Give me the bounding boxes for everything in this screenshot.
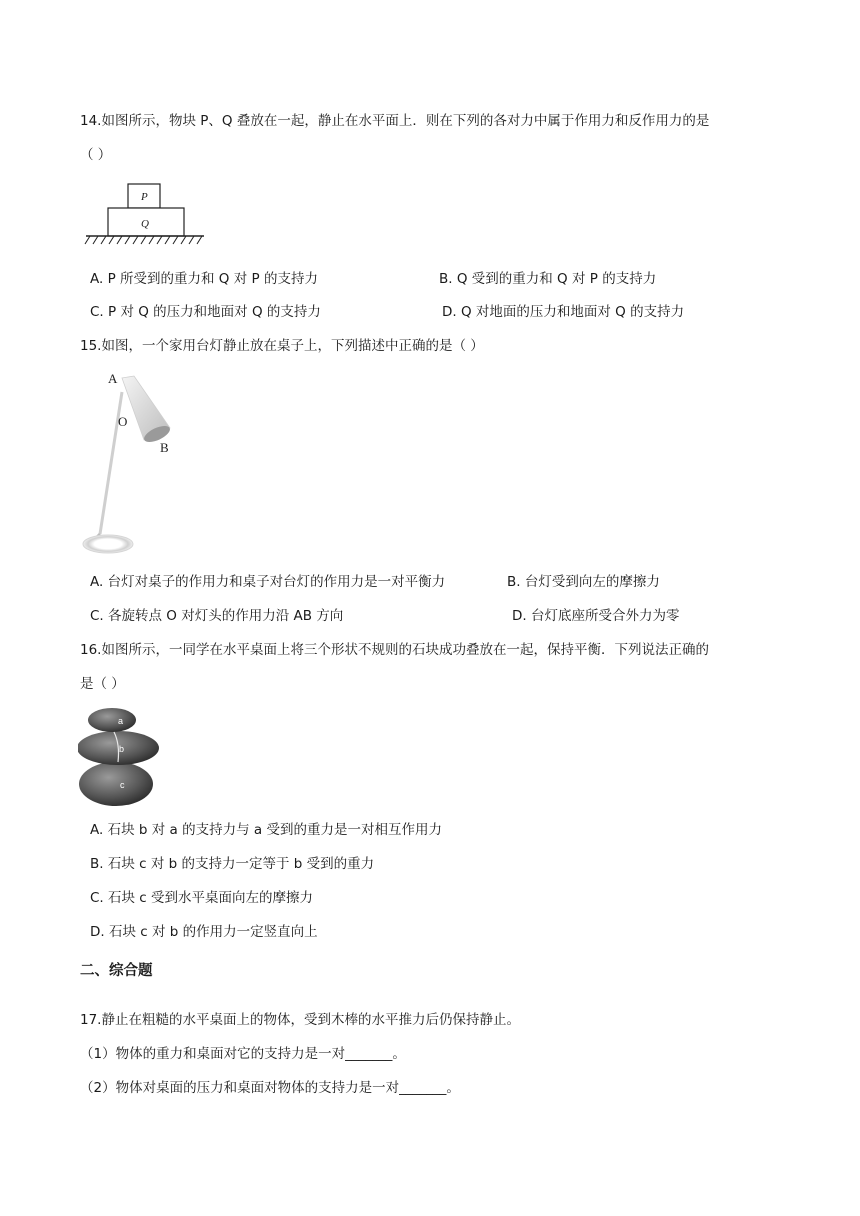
label-a: A — [108, 371, 118, 386]
label-p: P — [141, 191, 148, 203]
q17-sub1: （1）物体的重力和桌面对它的支持力是一对_______。 — [80, 1046, 406, 1062]
q14-stem-line2: （ ） — [80, 147, 112, 163]
q14-option-b[interactable]: B. Q 受到的重力和 Q 对 P 的支持力 — [439, 271, 657, 287]
stone-label-b: b — [119, 744, 125, 754]
q17-sub2: （2）物体对桌面的压力和桌面对物体的支持力是一对_______。 — [80, 1080, 460, 1096]
q14-option-d[interactable]: D. Q 对地面的压力和地面对 Q 的支持力 — [442, 304, 685, 320]
q16-stones-figure — [78, 704, 162, 808]
stone-a — [88, 708, 136, 732]
q16-option-c[interactable]: C. 石块 c 受到水平桌面向左的摩擦力 — [90, 890, 314, 906]
q16-option-d[interactable]: D. 石块 c 对 b 的作用力一定竖直向上 — [90, 924, 318, 940]
ground-hatching — [85, 236, 202, 244]
q15-option-b[interactable]: B. 台灯受到向左的摩擦力 — [507, 574, 660, 590]
label-q: Q — [141, 218, 149, 230]
q15-option-a[interactable]: A. 台灯对桌子的作用力和桌子对台灯的作用力是一对平衡力 — [90, 574, 446, 590]
q16-stem-line2: 是（ ） — [80, 676, 125, 692]
section-title: 二、综合题 — [80, 963, 153, 979]
label-o: O — [118, 414, 128, 429]
q14-option-c[interactable]: C. P 对 Q 的压力和地面对 Q 的支持力 — [90, 304, 321, 320]
q14-stem-line1: 14.如图所示，物块 P、Q 叠放在一起，静止在水平面上．则在下列的各对力中属于作用力和反作用力的是 — [80, 113, 710, 129]
q14-option-a[interactable]: A. P 所受到的重力和 Q 对 P 的支持力 — [90, 271, 318, 287]
q15-lamp-figure — [78, 368, 194, 558]
q16-option-b[interactable]: B. 石块 c 对 b 的支持力一定等于 b 受到的重力 — [90, 856, 375, 872]
q15-option-c[interactable]: C. 各旋转点 O 对灯头的作用力沿 AB 方向 — [90, 608, 344, 624]
q16-stem-line1: 16.如图所示，一同学在水平桌面上将三个形状不规则的石块成功叠放在一起，保持平衡．下列说法正确的 — [80, 642, 709, 658]
stone-label-c: c — [120, 780, 125, 790]
stone-label-a: a — [118, 716, 124, 726]
q15-stem: 15.如图，一个家用台灯静止放在桌子上，下列描述中正确的是（ ） — [80, 338, 484, 354]
q14-block-figure — [84, 182, 206, 248]
q17-stem: 17.静止在粗糙的水平桌面上的物体，受到木棒的水平推力后仍保持静止。 — [80, 1012, 520, 1028]
stone-c — [79, 762, 153, 806]
q15-option-d[interactable]: D. 台灯底座所受合外力为零 — [512, 608, 680, 624]
q16-option-a[interactable]: A. 石块 b 对 a 的支持力与 a 受到的重力是一对相互作用力 — [90, 822, 442, 838]
label-b: B — [160, 440, 169, 455]
lamp-base — [83, 535, 133, 553]
